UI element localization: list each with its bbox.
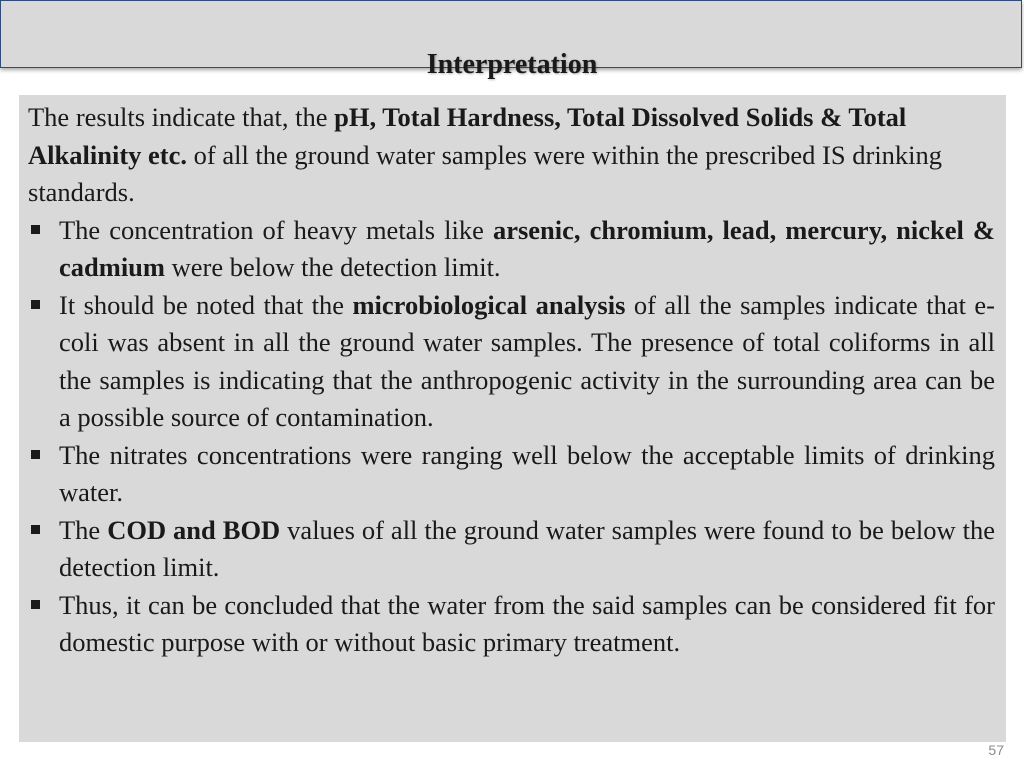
bullet-item-microbiological: [28, 287, 995, 437]
bullet-text-1: The: [59, 514, 108, 545]
bullet-bold-microbiological: microbiological analysis: [352, 289, 626, 320]
square-bullet-icon: [31, 300, 40, 309]
bullet-bold-cod-bod: COD and BOD: [107, 514, 281, 545]
bullet-text-2: were below the detection limit.: [165, 252, 501, 282]
square-bullet-icon: [31, 225, 40, 234]
slide-title: Interpretation: [426, 49, 598, 80]
bullet-item-cod-bod: [28, 512, 995, 587]
bullet-item-nitrates: [28, 437, 995, 512]
bullet-text-1: It should be noted that the: [59, 289, 353, 320]
intro-text-2: of all the ground water samples were within the prescribed IS drinking standards.: [28, 139, 943, 207]
bullet-text-2: values of all the ground water samples were found to be below the detection limit.: [59, 514, 995, 582]
bullet-text-1: The concentration of heavy metals like: [59, 214, 493, 245]
bullet-text-2: of all the samples indicate that e-coli was absent in all the ground water samples. The presence of total coliforms in all the samples is indicating that the anthropogenic activity in the surrounding area can be a possible source of contamination.: [59, 289, 995, 432]
bullet-bold-metals: arsenic, chromium, lead, mercury, nickel & cadmium: [59, 214, 995, 282]
content-box: [19, 95, 1006, 742]
bullet-text-1: The nitrates concentrations were ranging well below the acceptable limits of drinking water.: [59, 439, 995, 507]
bullet-item-conclusion: [28, 587, 995, 662]
bullet-text-1: Thus, it can be concluded that the water from the said samples can be considered fit for domestic purpose with or without basic primary treatment.: [59, 589, 995, 657]
intro-bold-parameters: pH, Total Hardness, Total Dissolved Solids & Total Alkalinity etc.: [28, 102, 907, 170]
bullet-item-heavy-metals: [28, 212, 995, 287]
square-bullet-icon: [31, 600, 40, 609]
page-number: 57: [988, 742, 1004, 758]
square-bullet-icon: [31, 450, 40, 459]
bullet-list: [28, 212, 995, 662]
intro-text-1: The results indicate that, the: [28, 102, 335, 132]
square-bullet-icon: [31, 525, 40, 534]
intro-paragraph: [28, 99, 995, 212]
